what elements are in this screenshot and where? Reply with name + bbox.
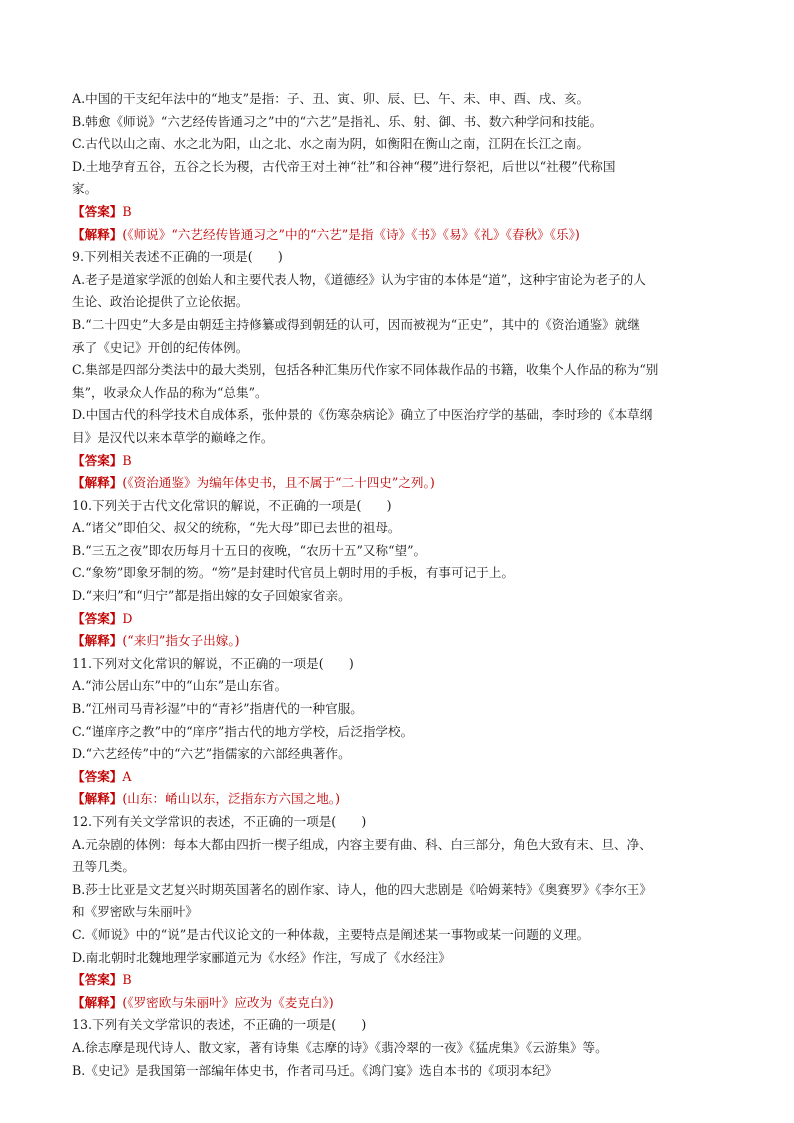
text-line: 11.下列对文化常识的解说，不正确的一项是( ) [72,655,354,671]
explanation-text: (《资治通鉴》为编年体史书，且不属于“二十四史”之列。) [122,475,435,491]
explanation-line [72,472,727,495]
explanation-label: 【解释】 [72,226,123,242]
text-line: 承了《史记》开创的纪传体例。 [72,339,249,355]
text-line: B.“江州司马青衫湿”中的“青衫”指唐代的一种官服。 [72,701,363,717]
explanation-text: (《罗密欧与朱丽叶》应改为《麦克白》) [122,994,334,1010]
text-line: 9.下列相关表述不正确的一项是( ) [72,249,283,265]
answer-label: 【答案】 [72,452,123,468]
answer-line [72,608,727,631]
answer-value: B [122,203,132,219]
text-line: A.徐志摩是现代诗人、散文家，著有诗集《志摩的诗》《翡冷翠的一夜》《猛虎集》《云游集》等。 [72,1039,608,1055]
answer-label: 【答案】 [72,203,123,219]
answer-value: B [122,972,132,988]
text-line: 生论、政治论提供了立论依据。 [72,294,249,310]
text-line: B.“三五之夜”即农历每月十五日的夜晚，“农历十五”又称“望”。 [72,542,427,558]
text-line: 集”，收录众人作品的称为“总集”。 [72,384,268,400]
explanation-label: 【解释】 [72,475,123,491]
explanation-line [72,224,727,247]
text-line: A.中国的干支纪年法中的“地支”是指：子、丑、寅、卯、辰、巳、午、未、申、酉、戌、亥。 [72,91,590,106]
text-line: 丑等几类。 [72,859,135,875]
document-page [72,88,727,1082]
answer-value: B [122,452,132,468]
text-line: D.“来归”和“归宁”都是指出嫁的女子回娘家省亲。 [72,588,351,604]
explanation-text: (山东：崤山以东，泛指东方六国之地。) [122,791,340,807]
text-line: D.南北朝时北魏地理学家郦道元为《水经》作注，写成了《水经注》 [72,949,451,965]
answer-label: 【答案】 [72,972,123,988]
answer-line [72,450,727,473]
text-line: D.土地孕育五谷，五谷之长为稷，古代帝王对土神“社”和谷神“稷”进行祭祀，后世以“社稷”代称国 [72,158,616,174]
explanation-label: 【解释】 [72,633,123,649]
explanation-label: 【解释】 [72,791,123,807]
text-line: 12.下列有关文学常识的表述，不正确的一项是( ) [72,814,367,829]
text-line: C.“象笏”即象牙制的笏。“笏”是封建时代官员上朝时用的手板，有事可记于上。 [72,565,514,581]
text-line: A.元杂剧的体例：每本大都由四折一楔子组成，内容主要有曲、科、白三部分，角色大致有末、旦、净、 [72,836,652,852]
text-line: C.“谨庠序之教”中的“庠序”指古代的地方学校，后泛指学校。 [72,723,414,739]
answer-line [72,969,727,992]
text-line: B.莎士比亚是文艺复兴时期英国著名的剧作家、诗人，他的四大悲剧是《哈姆莱特》《奥赛罗》《李尔王》 [72,881,652,897]
answer-value: A [122,768,132,784]
answer-label: 【答案】 [72,768,123,784]
text-line: B.《史记》是我国第一部编年体史书，作者司马迁。《鸿门宴》选自本书的《项羽本纪》 [72,1062,558,1078]
answer-line [72,766,727,789]
text-line: A.老子是道家学派的创始人和主要代表人物，《道德经》认为宇宙的本体是“道”，这种宇宙论为老子的人 [72,271,646,287]
text-line: A.“诸父”即伯父、叔父的统称，“先大母”即已去世的祖母。 [72,520,401,536]
text-line: D.中国古代的科学技术自成体系，张仲景的《伤寒杂病论》确立了中医治疗学的基础，李时珍的《本草纲 [72,407,653,423]
text-line: C.集部是四部分类法中的最大类别，包括各种汇集历代作家不同体裁作品的书籍，收集个人作品的称为“别 [72,362,659,378]
text-line: 和《罗密欧与朱丽叶》 [72,904,198,920]
answer-value: D [122,610,133,626]
text-line: C.《师说》中的“说”是古代议论文的一种体裁，主要特点是阐述某一事物或某一问题的义理。 [72,926,590,942]
text-line: 目》是汉代以来本草学的巅峰之作。 [72,429,274,445]
explanation-line [72,630,727,653]
answer-line [72,201,727,224]
text-line: A.“沛公居山东”中的“山东”是山东省。 [72,678,288,694]
explanation-text: (“来归”指女子出嫁。) [122,633,240,649]
text-line: D.“六艺经传”中的“六艺”指儒家的六部经典著作。 [72,746,351,762]
text-line: 家。 [72,181,98,197]
explanation-line [72,788,727,811]
text-line: B.“二十四史”大多是由朝廷主持修纂或得到朝廷的认可，因而被视为“正史”，其中的《资治通鉴》就继 [72,316,640,332]
text-line: 13.下列有关文学常识的表述，不正确的一项是( ) [72,1017,367,1033]
text-line: C.古代以山之南、水之北为阳，山之北、水之南为阴，如衡阳在衡山之南，江阴在长江之南。 [72,136,589,152]
explanation-line [72,992,727,1015]
answer-label: 【答案】 [72,610,123,626]
explanation-label: 【解释】 [72,994,123,1010]
explanation-text: (《师说》“六艺经传皆通习之”中的“六艺”是指《诗》《书》《易》《礼》《春秋》《乐》) [122,226,580,242]
text-line: 10.下列关于古代文化常识的解说，不正确的一项是( ) [72,497,392,513]
text-line: B.韩愈《师说》“六艺经传皆通习之”中的“六艺”是指礼、乐、射、御、书、数六种学问和技能。 [72,113,603,129]
